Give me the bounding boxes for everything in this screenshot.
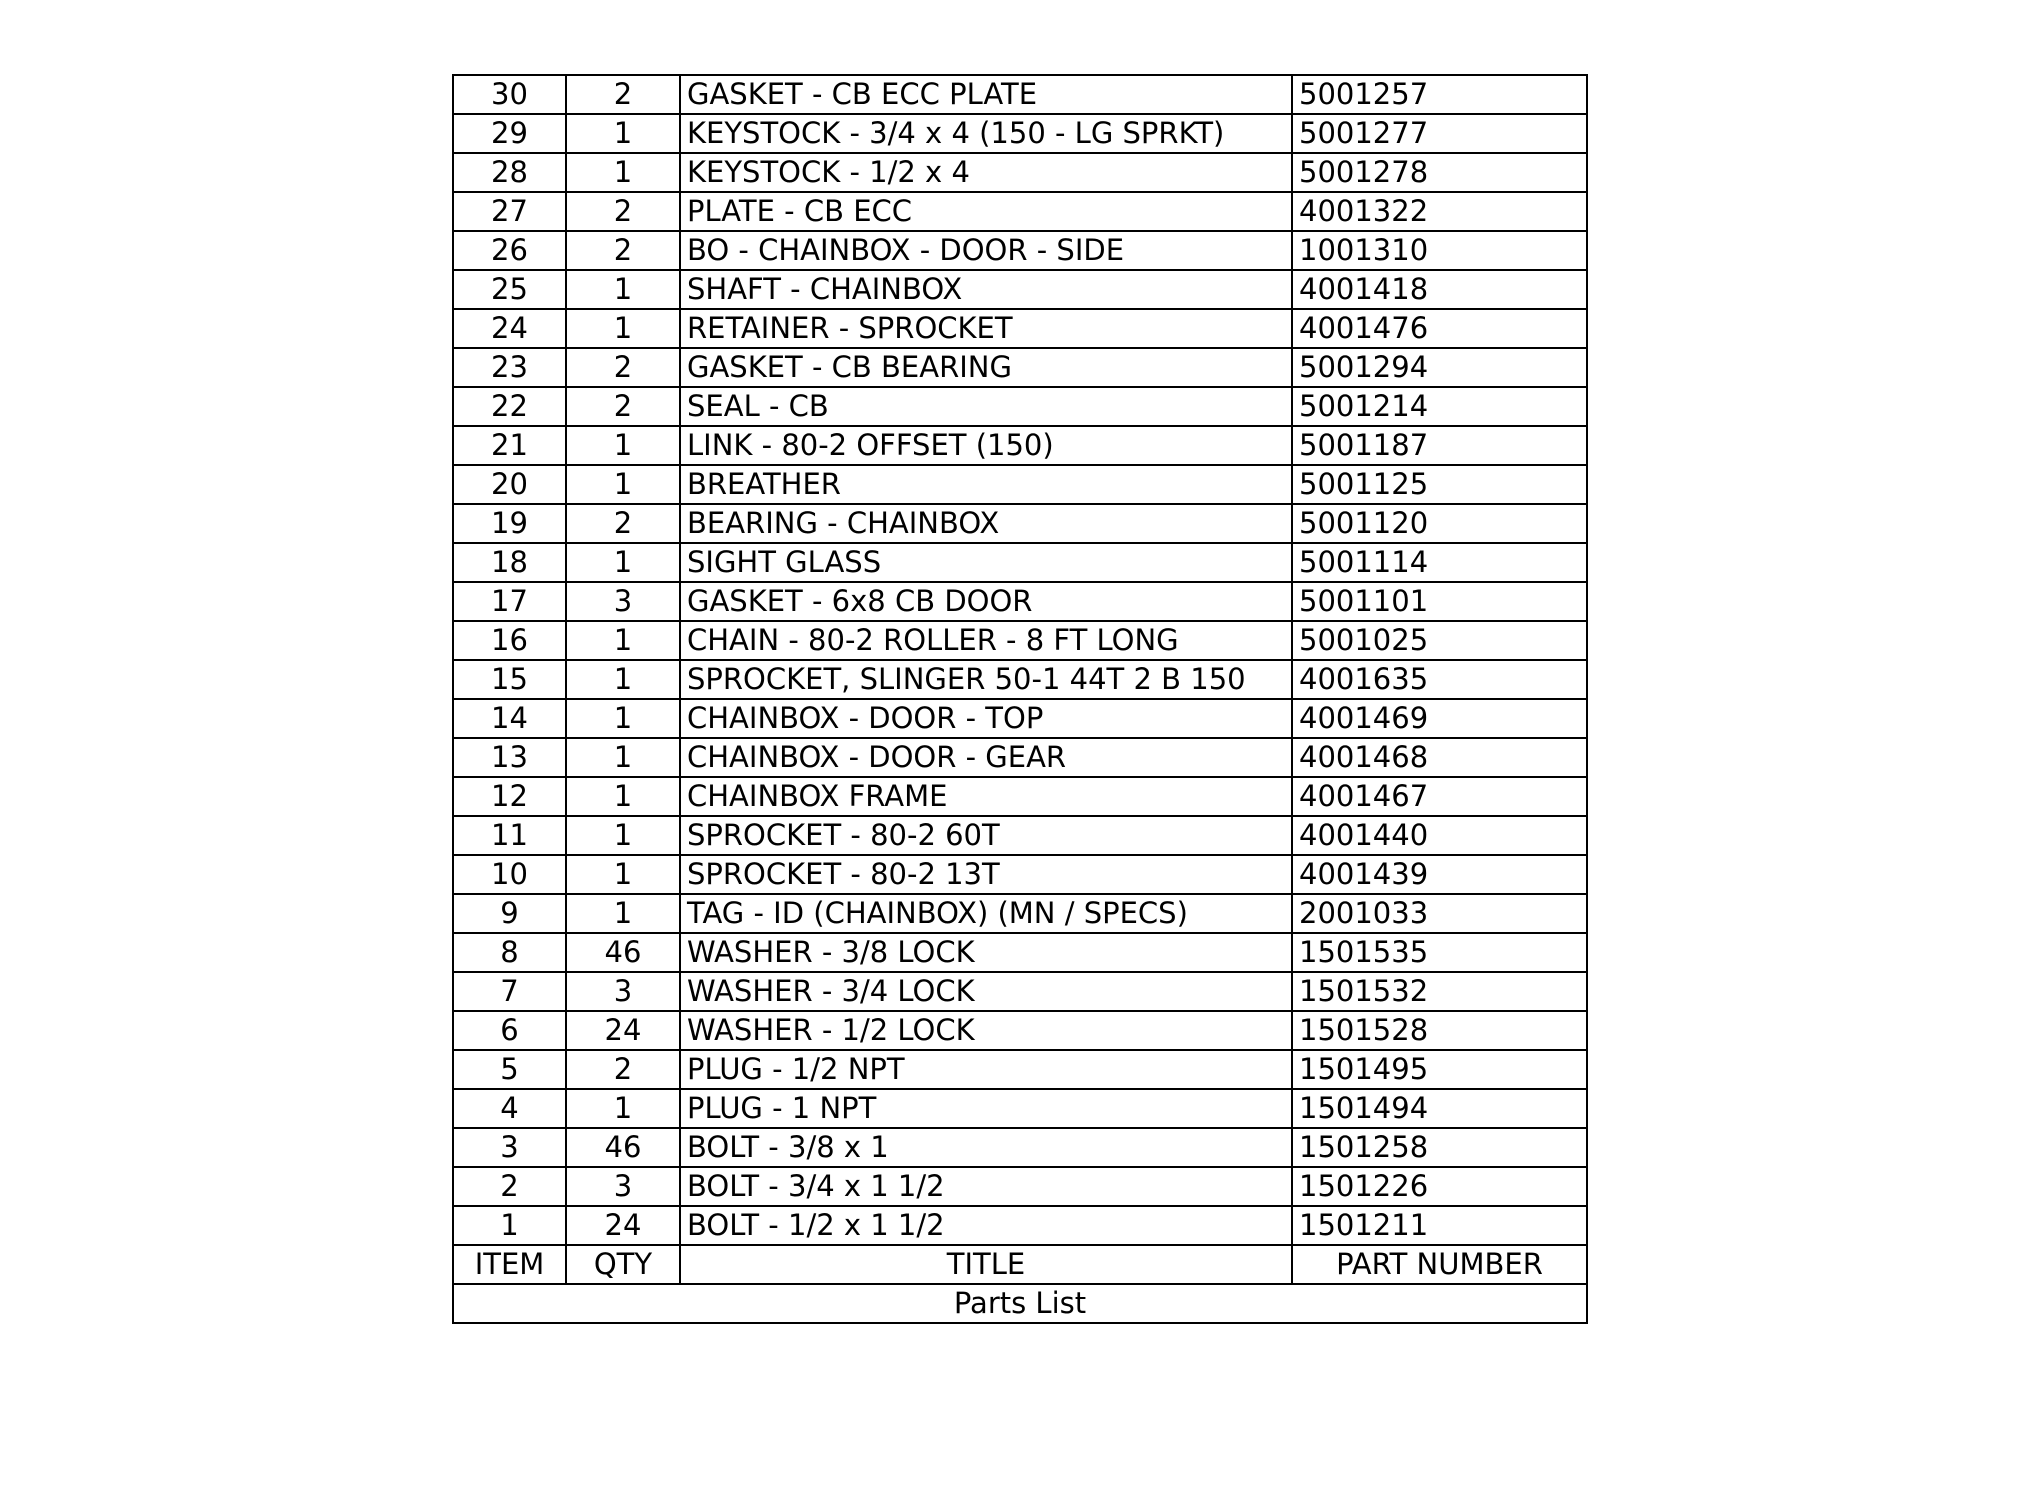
cell-qty: 1 [566, 816, 680, 855]
cell-title: SPROCKET - 80-2 13T [680, 855, 1292, 894]
cell-part-number: 4001440 [1292, 816, 1587, 855]
cell-item: 17 [453, 582, 566, 621]
table-row [453, 504, 1587, 543]
cell-part-number: 1501535 [1292, 933, 1587, 972]
cell-title: TAG - ID (CHAINBOX) (MN / SPECS) [680, 894, 1292, 933]
cell-qty: 1 [566, 465, 680, 504]
cell-item: 23 [453, 348, 566, 387]
header-row [453, 1245, 1587, 1284]
table-row [453, 894, 1587, 933]
table-row [453, 1167, 1587, 1206]
cell-item: 2 [453, 1167, 566, 1206]
table-row [453, 543, 1587, 582]
table-row [453, 816, 1587, 855]
table-row [453, 387, 1587, 426]
cell-qty: 1 [566, 621, 680, 660]
cell-item: 6 [453, 1011, 566, 1050]
table-row [453, 309, 1587, 348]
table-row [453, 660, 1587, 699]
cell-title: GASKET - CB BEARING [680, 348, 1292, 387]
cell-title: PLUG - 1/2 NPT [680, 1050, 1292, 1089]
cell-part-number: 1501258 [1292, 1128, 1587, 1167]
cell-title: SHAFT - CHAINBOX [680, 270, 1292, 309]
parts-list-table [452, 74, 1588, 1324]
cell-item: 27 [453, 192, 566, 231]
cell-item: 8 [453, 933, 566, 972]
cell-qty: 1 [566, 777, 680, 816]
cell-title: BO - CHAINBOX - DOOR - SIDE [680, 231, 1292, 270]
table-row [453, 621, 1587, 660]
cell-qty: 2 [566, 348, 680, 387]
cell-part-number: 4001439 [1292, 855, 1587, 894]
cell-part-number: 4001469 [1292, 699, 1587, 738]
cell-title: BOLT - 3/8 x 1 [680, 1128, 1292, 1167]
cell-title: LINK - 80-2 OFFSET (150) [680, 426, 1292, 465]
parts-list-body [453, 75, 1587, 1245]
caption-row [453, 1284, 1587, 1323]
header-title: TITLE [680, 1245, 1292, 1284]
table-row [453, 855, 1587, 894]
cell-part-number: 2001033 [1292, 894, 1587, 933]
cell-item: 7 [453, 972, 566, 1011]
cell-item: 15 [453, 660, 566, 699]
table-row [453, 75, 1587, 114]
cell-qty: 1 [566, 1089, 680, 1128]
table-row [453, 972, 1587, 1011]
cell-part-number: 5001101 [1292, 582, 1587, 621]
cell-part-number: 5001294 [1292, 348, 1587, 387]
cell-qty: 2 [566, 1050, 680, 1089]
cell-qty: 24 [566, 1206, 680, 1245]
cell-qty: 3 [566, 582, 680, 621]
cell-title: RETAINER - SPROCKET [680, 309, 1292, 348]
cell-title: BREATHER [680, 465, 1292, 504]
cell-part-number: 1501226 [1292, 1167, 1587, 1206]
cell-qty: 1 [566, 114, 680, 153]
cell-item: 18 [453, 543, 566, 582]
cell-qty: 24 [566, 1011, 680, 1050]
table-row [453, 114, 1587, 153]
cell-item: 24 [453, 309, 566, 348]
cell-qty: 2 [566, 231, 680, 270]
cell-item: 12 [453, 777, 566, 816]
table-row [453, 933, 1587, 972]
cell-item: 16 [453, 621, 566, 660]
table-row [453, 426, 1587, 465]
cell-item: 9 [453, 894, 566, 933]
cell-item: 10 [453, 855, 566, 894]
cell-title: CHAINBOX FRAME [680, 777, 1292, 816]
cell-title: PLUG - 1 NPT [680, 1089, 1292, 1128]
cell-title: SPROCKET, SLINGER 50-1 44T 2 B 150 [680, 660, 1292, 699]
cell-item: 5 [453, 1050, 566, 1089]
cell-title: CHAIN - 80-2 ROLLER - 8 FT LONG [680, 621, 1292, 660]
cell-item: 22 [453, 387, 566, 426]
cell-part-number: 5001120 [1292, 504, 1587, 543]
cell-qty: 1 [566, 738, 680, 777]
header-qty: QTY [566, 1245, 680, 1284]
cell-qty: 2 [566, 192, 680, 231]
cell-part-number: 5001125 [1292, 465, 1587, 504]
table-row [453, 1011, 1587, 1050]
header-item: ITEM [453, 1245, 566, 1284]
table-row [453, 231, 1587, 270]
cell-part-number: 1501528 [1292, 1011, 1587, 1050]
cell-title: PLATE - CB ECC [680, 192, 1292, 231]
cell-title: CHAINBOX - DOOR - TOP [680, 699, 1292, 738]
cell-item: 11 [453, 816, 566, 855]
cell-qty: 2 [566, 387, 680, 426]
table-row [453, 582, 1587, 621]
cell-item: 14 [453, 699, 566, 738]
table-row [453, 1050, 1587, 1089]
cell-part-number: 1501494 [1292, 1089, 1587, 1128]
table-row [453, 699, 1587, 738]
cell-qty: 3 [566, 972, 680, 1011]
cell-item: 1 [453, 1206, 566, 1245]
cell-item: 25 [453, 270, 566, 309]
cell-title: GASKET - 6x8 CB DOOR [680, 582, 1292, 621]
cell-qty: 1 [566, 309, 680, 348]
cell-part-number: 5001114 [1292, 543, 1587, 582]
cell-part-number: 5001277 [1292, 114, 1587, 153]
cell-item: 26 [453, 231, 566, 270]
cell-qty: 1 [566, 699, 680, 738]
cell-part-number: 1501495 [1292, 1050, 1587, 1089]
cell-part-number: 1001310 [1292, 231, 1587, 270]
cell-title: WASHER - 1/2 LOCK [680, 1011, 1292, 1050]
cell-title: KEYSTOCK - 3/4 x 4 (150 - LG SPRKT) [680, 114, 1292, 153]
cell-part-number: 4001635 [1292, 660, 1587, 699]
table-row [453, 1128, 1587, 1167]
cell-part-number: 5001025 [1292, 621, 1587, 660]
cell-part-number: 4001468 [1292, 738, 1587, 777]
cell-title: BOLT - 3/4 x 1 1/2 [680, 1167, 1292, 1206]
cell-title: CHAINBOX - DOOR - GEAR [680, 738, 1292, 777]
cell-item: 19 [453, 504, 566, 543]
cell-title: SEAL - CB [680, 387, 1292, 426]
cell-item: 28 [453, 153, 566, 192]
parts-list-caption: Parts List [453, 1284, 1587, 1323]
cell-qty: 1 [566, 543, 680, 582]
cell-qty: 1 [566, 270, 680, 309]
table-row [453, 777, 1587, 816]
table-row [453, 153, 1587, 192]
cell-part-number: 4001322 [1292, 192, 1587, 231]
cell-title: GASKET - CB ECC PLATE [680, 75, 1292, 114]
cell-title: KEYSTOCK - 1/2 x 4 [680, 153, 1292, 192]
cell-qty: 3 [566, 1167, 680, 1206]
table-row [453, 1206, 1587, 1245]
cell-qty: 2 [566, 75, 680, 114]
cell-title: BOLT - 1/2 x 1 1/2 [680, 1206, 1292, 1245]
cell-qty: 1 [566, 426, 680, 465]
cell-part-number: 4001418 [1292, 270, 1587, 309]
cell-title: SIGHT GLASS [680, 543, 1292, 582]
cell-part-number: 1501211 [1292, 1206, 1587, 1245]
cell-qty: 46 [566, 1128, 680, 1167]
cell-item: 30 [453, 75, 566, 114]
table-row [453, 465, 1587, 504]
cell-item: 21 [453, 426, 566, 465]
table-row [453, 192, 1587, 231]
cell-title: SPROCKET - 80-2 60T [680, 816, 1292, 855]
table-row [453, 738, 1587, 777]
cell-part-number: 5001257 [1292, 75, 1587, 114]
cell-item: 4 [453, 1089, 566, 1128]
cell-part-number: 5001278 [1292, 153, 1587, 192]
table-row [453, 348, 1587, 387]
cell-qty: 1 [566, 894, 680, 933]
cell-item: 20 [453, 465, 566, 504]
cell-qty: 2 [566, 504, 680, 543]
cell-title: BEARING - CHAINBOX [680, 504, 1292, 543]
cell-qty: 1 [566, 660, 680, 699]
cell-part-number: 5001187 [1292, 426, 1587, 465]
cell-part-number: 5001214 [1292, 387, 1587, 426]
cell-part-number: 4001476 [1292, 309, 1587, 348]
header-part-number: PART NUMBER [1292, 1245, 1587, 1284]
cell-qty: 1 [566, 855, 680, 894]
cell-item: 29 [453, 114, 566, 153]
table-row [453, 270, 1587, 309]
table-row [453, 1089, 1587, 1128]
cell-part-number: 1501532 [1292, 972, 1587, 1011]
cell-item: 3 [453, 1128, 566, 1167]
cell-qty: 46 [566, 933, 680, 972]
cell-qty: 1 [566, 153, 680, 192]
cell-title: WASHER - 3/4 LOCK [680, 972, 1292, 1011]
cell-item: 13 [453, 738, 566, 777]
cell-title: WASHER - 3/8 LOCK [680, 933, 1292, 972]
cell-part-number: 4001467 [1292, 777, 1587, 816]
